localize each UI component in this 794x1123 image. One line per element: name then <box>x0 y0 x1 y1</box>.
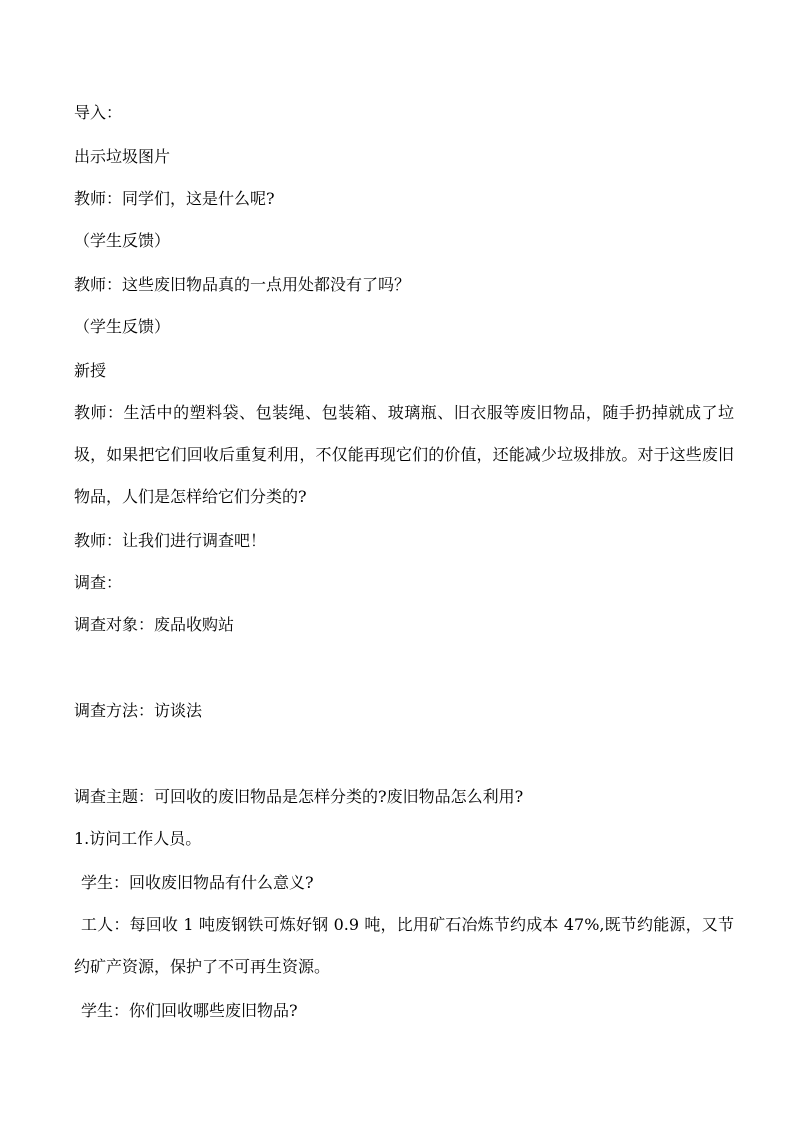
dialogue-student: 学生：回收废旧物品有什么意义? <box>81 873 314 892</box>
paragraph: 教师：生活中的塑料袋、包装绳、包装箱、玻璃瓶、旧衣服等废旧物品，随手扔掉就成了垃圾，如果把它们回收后重复利用，不仅能再现它们的价值，还能减少垃圾排放。对于这些废旧物品，人们是怎样给它们分类的? <box>74 403 734 506</box>
survey-method: 调查方法：访谈法 <box>74 701 203 720</box>
dialogue-worker: 工人：每回收 1 吨废钢铁可炼好钢 0.9 吨，比用矿石冶炼节约成本 47%,既节约能源，又节约矿产资源，保护了不可再生资源。 <box>74 915 734 976</box>
section-heading-survey: 调查： <box>74 573 123 592</box>
paragraph: 教师：让我们进行调查吧！ <box>74 531 267 550</box>
section-heading-new-lesson: 新授 <box>74 361 107 380</box>
section-heading-intro: 导入： <box>74 103 123 122</box>
paragraph: 出示垃圾图片 <box>74 147 171 166</box>
paragraph: 教师：这些废旧物品真的一点用处都没有了吗？ <box>74 275 411 294</box>
survey-target: 调查对象：废品收购站 <box>74 615 235 634</box>
list-item: 1.访问工作人员。 <box>74 829 202 848</box>
paragraph: （学生反馈） <box>74 317 171 336</box>
paragraph: 教师：同学们，这是什么呢? <box>74 189 275 208</box>
survey-topic: 调查主题：可回收的废旧物品是怎样分类的?废旧物品怎么利用? <box>74 787 524 806</box>
paragraph: （学生反馈） <box>74 231 171 250</box>
dialogue-student: 学生：你们回收哪些废旧物品? <box>81 1001 298 1020</box>
